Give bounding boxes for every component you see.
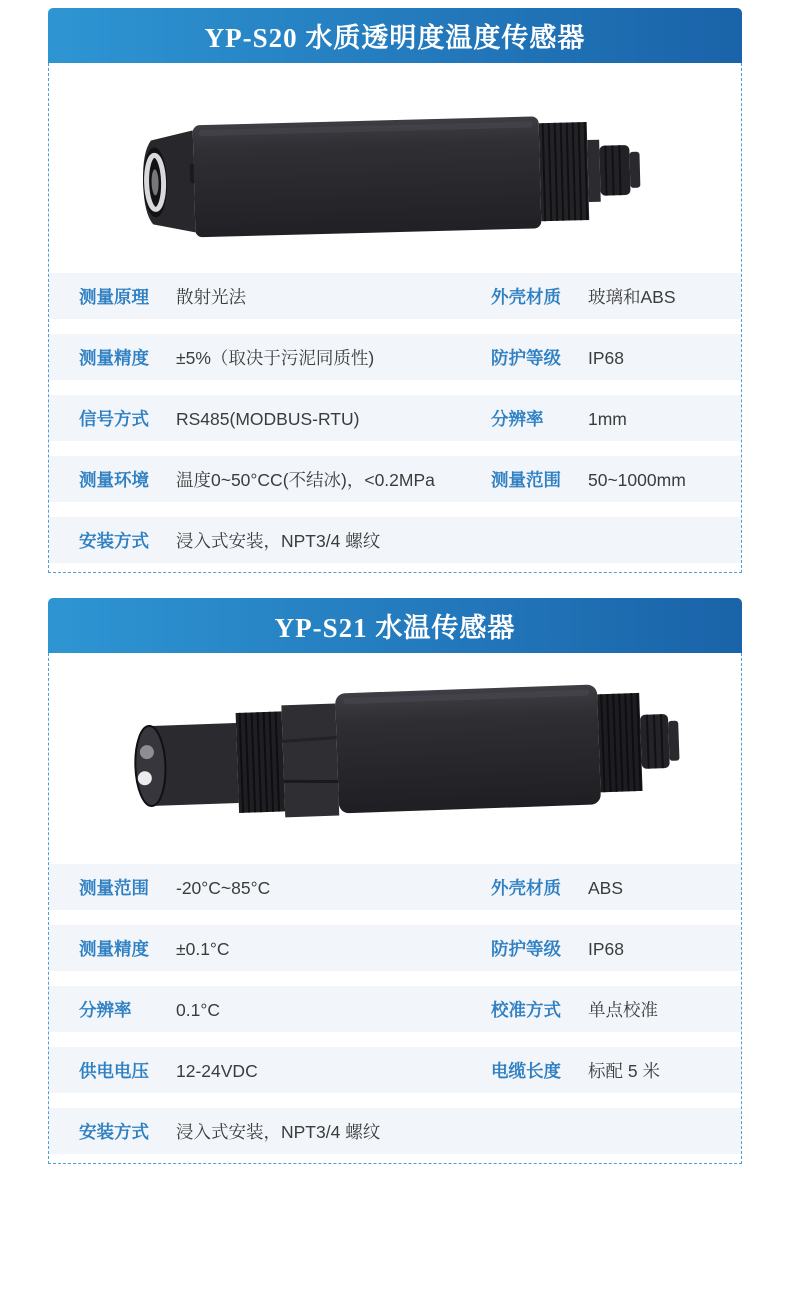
spec-cell xyxy=(79,936,491,961)
yp-s20-sensor-image xyxy=(136,101,661,251)
spec-cell xyxy=(79,284,491,309)
spec-cell xyxy=(79,875,491,900)
product-body-yp-s21 xyxy=(48,653,742,1164)
spec-row xyxy=(49,1108,741,1154)
spec-row xyxy=(49,986,741,1032)
spec-cell xyxy=(79,528,491,553)
spec-cell xyxy=(79,406,491,431)
spec-cell xyxy=(491,284,741,309)
spec-label: 测量精度 xyxy=(79,347,149,368)
product-figure-yp-s20 xyxy=(49,63,741,273)
spec-row xyxy=(49,334,741,380)
spec-value: IP68 xyxy=(588,347,624,368)
spec-label: 测量环境 xyxy=(79,469,149,490)
spec-value: ABS xyxy=(588,877,624,898)
spec-cell xyxy=(491,345,741,370)
spec-value: 12-24VDC xyxy=(176,1060,258,1081)
spec-cell xyxy=(79,345,491,370)
spec-value: 温度0~50°CC(不结冰)，<0.2MPa xyxy=(176,469,435,490)
spec-value: 浸入式安装，NPT3/4 螺纹 xyxy=(176,1121,381,1142)
spec-label: 校准方式 xyxy=(491,999,561,1020)
product-body-yp-s20 xyxy=(48,63,742,573)
spec-value: 玻璃和ABS xyxy=(588,286,676,307)
spec-value: 50~1000mm xyxy=(588,469,686,490)
spec-value: 标配 5 米 xyxy=(588,1060,660,1081)
spec-cell xyxy=(491,1058,741,1083)
spec-label: 电缆长度 xyxy=(491,1060,561,1081)
spec-value: 浸入式安装，NPT3/4 螺纹 xyxy=(176,530,381,551)
product-title-yp-s20: YP-S20 水质透明度温度传感器 xyxy=(48,8,742,63)
spec-value: 单点校准 xyxy=(588,999,658,1020)
product-card-yp-s20 xyxy=(48,8,742,573)
spec-value: ±0.1°C xyxy=(176,938,230,959)
spec-label: 分辨率 xyxy=(79,999,132,1020)
spec-label: 信号方式 xyxy=(79,408,149,429)
spec-row xyxy=(49,395,741,441)
spec-label: 测量范围 xyxy=(491,469,561,490)
spec-cell xyxy=(491,875,741,900)
spec-label: 分辨率 xyxy=(491,408,544,429)
spec-value: 0.1°C xyxy=(176,999,220,1020)
spec-value: -20°C~85°C xyxy=(176,877,271,898)
spec-label: 供电电压 xyxy=(79,1060,149,1081)
spec-row xyxy=(49,456,741,502)
spec-cell xyxy=(79,997,491,1022)
yp-s21-sensor-image xyxy=(119,665,699,835)
product-figure-yp-s21 xyxy=(49,653,741,864)
spec-value: ±5%（取决于污泥同质性) xyxy=(176,347,375,368)
spec-table-yp-s21 xyxy=(49,864,741,1154)
spec-label: 测量范围 xyxy=(79,877,149,898)
spec-row xyxy=(49,864,741,910)
spec-label: 安装方式 xyxy=(79,1121,149,1142)
spec-value: RS485(MODBUS-RTU) xyxy=(176,408,360,429)
spec-row xyxy=(49,517,741,563)
spec-label: 安装方式 xyxy=(79,530,149,551)
spec-cell xyxy=(79,1119,491,1144)
spec-row xyxy=(49,1047,741,1093)
spec-cell xyxy=(491,467,741,492)
spec-label: 防护等级 xyxy=(491,938,561,959)
spec-cell xyxy=(491,406,741,431)
product-card-yp-s21 xyxy=(48,598,742,1164)
spec-label: 测量精度 xyxy=(79,938,149,959)
spec-label: 外壳材质 xyxy=(491,286,561,307)
spec-table-yp-s20 xyxy=(49,273,741,563)
spec-cell xyxy=(491,936,741,961)
product-title-yp-s21: YP-S21 水温传感器 xyxy=(48,598,742,653)
spec-cell xyxy=(79,467,491,492)
spec-value: IP68 xyxy=(588,938,624,959)
spec-row xyxy=(49,273,741,319)
spec-cell xyxy=(79,1058,491,1083)
spec-row xyxy=(49,925,741,971)
spec-value: 散射光法 xyxy=(176,286,246,307)
spec-label: 测量原理 xyxy=(79,286,149,307)
spec-label: 防护等级 xyxy=(491,347,561,368)
spec-label: 外壳材质 xyxy=(491,877,561,898)
spec-value: 1mm xyxy=(588,408,627,429)
spec-cell xyxy=(491,997,741,1022)
